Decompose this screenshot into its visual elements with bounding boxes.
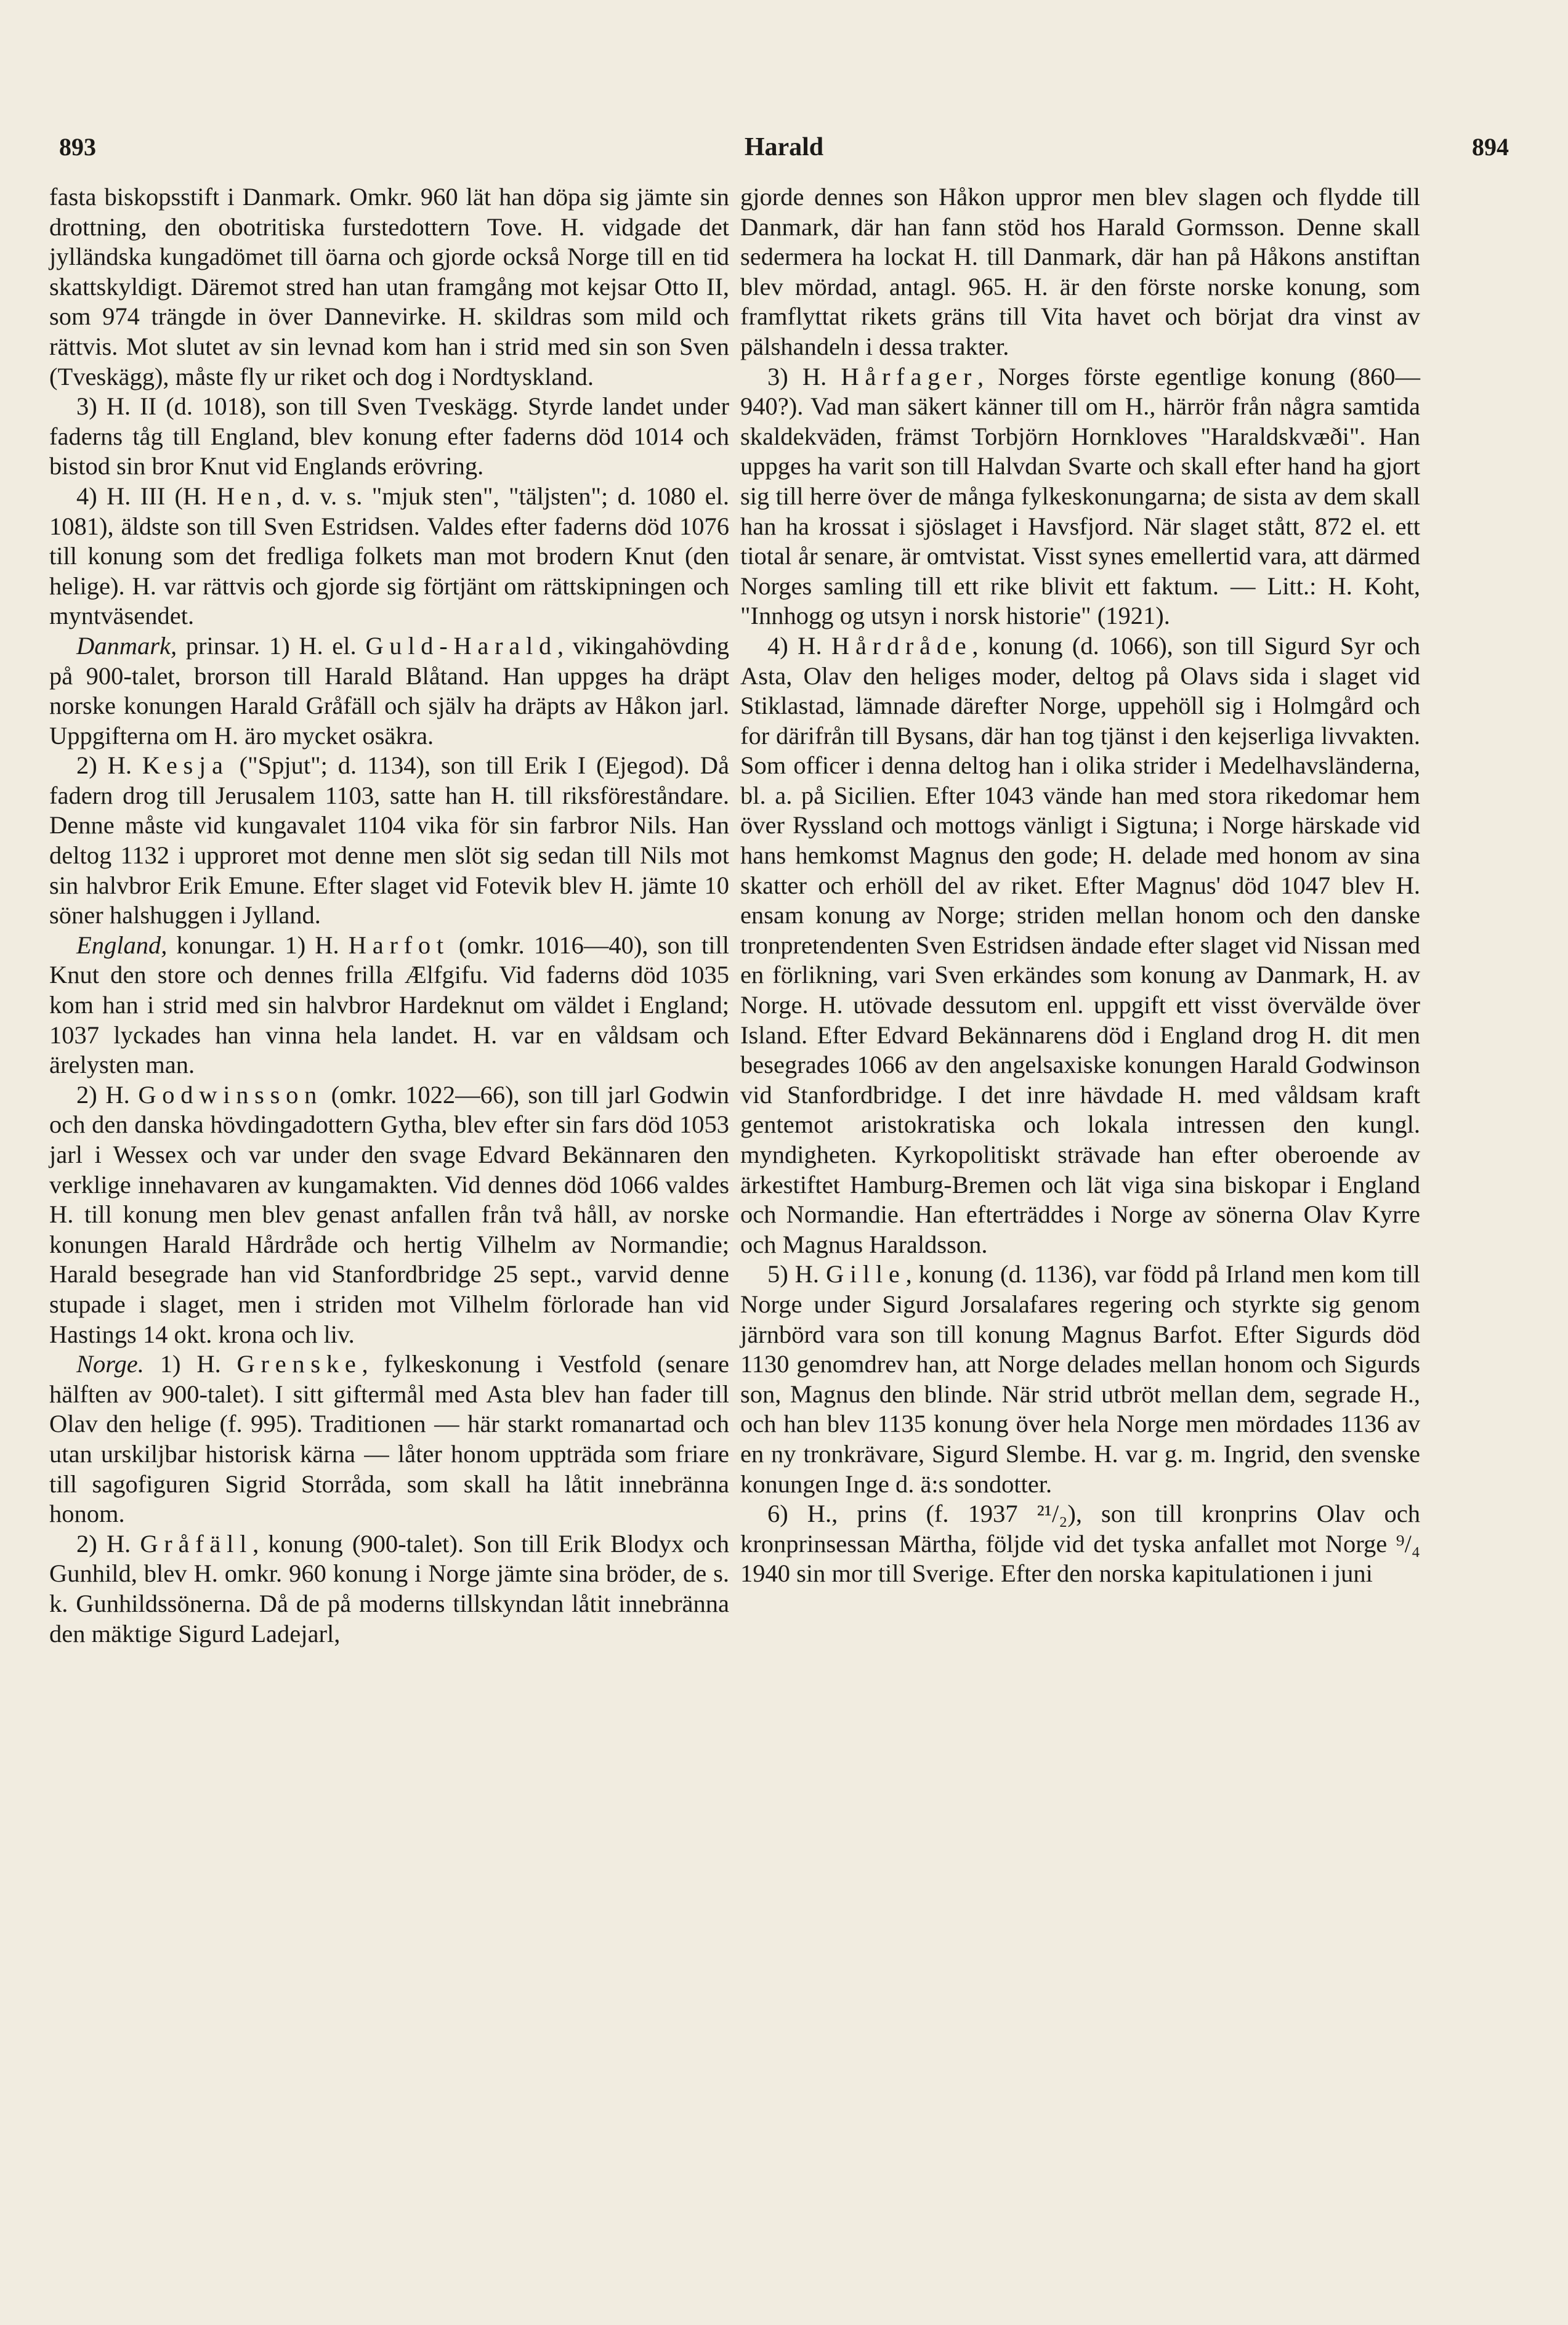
entry-paragraph [49, 1080, 729, 1349]
entry-number: 2) H. [76, 1529, 140, 1558]
entry-paragraph [49, 482, 729, 631]
page-header [59, 132, 1509, 169]
entry-number: 2) H. [76, 1080, 139, 1109]
entry-text: , d. v. s. "mjuk sten", "täljsten"; d. 1080 el. 1081), äldste son till Sven Estridsen. Valdes efter faderns död 1076 till konung som det fredliga folkets man mot brodern Knut (den helige). H. var rättvis och gjorde sig förtjänt om rättskipningen och myntväsendet. [49, 482, 729, 630]
entry-text: , vikingahövding på 900-talet, brorson till Harald Blåtand. Han uppges ha dräpt norske konungen Harald Gråfäll och själv ha dräpts av Håkon jarl. Uppgifterna om H. äro mycket osäkra. [49, 631, 729, 750]
entry-name: Harfot [348, 931, 450, 959]
section-heading: Danmark, [76, 631, 177, 660]
entry-name: Gille [825, 1260, 906, 1288]
entry-number: konungar. 1) H. [167, 931, 349, 959]
section-heading: Norge. [76, 1350, 144, 1378]
entry-name: Kesja [142, 751, 229, 780]
entry-number: 4) H. [767, 631, 831, 660]
paragraph: gjorde dennes son Håkon uppror men blev slagen och flydde till Danmark, där han fann stöd hos Harald Gormsson. Denne skall sedermera ha lockat H. till Danmark, där han på Håkons anstiftan blev mördad, antagl. 965. H. är den förste norske konung, som framflyttat rikets gräns till Vita havet och börjat dra vinst av pälshandeln i dessa trakter. [740, 183, 1420, 360]
entry-number: 2) H. [76, 751, 142, 780]
entry-name: Godwinsson [138, 1080, 323, 1109]
running-title: Harald [744, 133, 824, 161]
page-number-right: 894 [1472, 133, 1509, 161]
entry-name: Hårfager [841, 362, 978, 390]
right-column [740, 182, 1420, 1589]
entry-paragraph [49, 751, 729, 931]
entry-paragraph [740, 1260, 1420, 1499]
entry-paragraph [49, 1529, 729, 1649]
paragraph: 6) H., prins (f. 1937 ²¹/₂), son till kronprins Olav och kronprinsessan Märtha, följde vid det tyska anfallet mot Norge ⁹/₄ 1940 sin mor till Sverige. Efter den norska kapitulationen i juni [740, 1500, 1420, 1588]
entry-text: , konung (d. 1066), son till Sigurd Syr och Asta, Olav den heliges moder, deltog på Olavs sida i slaget vid Stiklastad, lämnade därefter Norge, uppehöll sig i Holmgård och for därifrån till Bysans, där han tog tjänst i den kejserliga livvakten. Som officer i denna deltog han i olika strider i Medelhavsländerna, bl. a. på Sicilien. Efter 1043 vände han med stora rikedomar hem över Ryssland och mottogs vänligt i Sigtuna; i Norge härskade vid hans hemkomst Magnus den gode; H. delade med honom av sina skatter och erhöll del av riket. Efter Magnus' död 1047 blev H. ensam konung av Norge; striden mellan honom och den danske tronpretendenten Sven Estridsen ändade efter slaget vid Nissan med en förlikning, vari Sven erkändes som konung av Danmark, H. av Norge. H. utövade dessutom enl. uppgift ett visst övervälde över Island. Efter Edvard Bekännarens död i England drog H. dit men besegrades 1066 av den angelsaxiske konungen Harald Godwinson vid Stanfordbridge. I det inre hävdade H. med våldsam kraft gentemot aristokratiska och lokala intressen den kungl. myndigheten. Kyrkopolitiskt strävade han efter oberoende av ärkestiftet Hamburg-Bremen och lät viga sina biskopar i England och Normandie. Han efterträddes i Norge av sönerna Olav Kyrre och Magnus Haraldsson. [740, 631, 1420, 1258]
entry-text: (omkr. 1022—66), son till jarl Godwin och den danska hövdingadottern Gytha, blev efter sin fars död 1053 jarl i Wessex och var under den svage Edvard Bekännaren den verklige innehavaren av kungamakten. Vid dennes död 1066 valdes H. till konung men blev genast anfallen från två håll, av norske konungen Harald Hårdråde och hertig Vilhelm av Normandie; Harald besegrade han vid Stanfordbridge 25 sept., varvid denne stupade i slaget, men i striden mot Vilhelm förlorade han vid Hastings 14 okt. krona och liv. [49, 1080, 729, 1348]
entry-number: 4) H. III (H. [76, 482, 217, 510]
entry-text: ("Spjut"; d. 1134), son till Erik I (Ejegod). Då fadern drog till Jerusalem 1103, satte han H. till riksföreståndare. Denne måste vid kungavalet 1104 vika för sin farbror Nils. Han deltog 1132 i upproret mot denne men slöt sig sedan till Nils mot sin halvbror Erik Emune. Efter slaget vid Fotevik blev H. jämte 10 söner halshuggen i Jylland. [49, 751, 729, 929]
section-heading: England, [76, 931, 168, 959]
paragraph: fasta biskopsstift i Danmark. Omkr. 960 lät han döpa sig jämte sin drottning, den obotritiska furstedottern Tove. H. vidgade det jylländska kungadömet till öarna och gjorde också Norge till en tid skattskyldigt. Däremot stred han utan framgång mot kejsar Otto II, som 974 trängde in över Dannevirke. H. skildras som mild och rättvis. Mot slutet av sin levnad kom han i strid med sin son Sven (Tveskägg), måste fly ur riket och dog i Nordtyskland. [49, 183, 729, 390]
entry-text: , konung (d. 1136), var född på Irland men kom till Norge under Sigurd Jorsalafares regering och styrkte sig genom järnbörd vara son till konung Magnus Barfot. Efter Sigurds död 1130 genomdrev han, att Norge delades mellan honom och Sigurds son, Magnus den blinde. När strid utbröt mellan dem, segrade H., och han blev 1135 konung över hela Norge men mördades 1136 av en ny tronkrävare, Sigurd Slembe. H. var g. m. Ingrid, den svenske konungen Inge d. ä:s sondotter. [740, 1260, 1420, 1498]
entry-paragraph [740, 362, 1420, 631]
entry-number: 3) H. [767, 362, 841, 390]
entry-paragraph [49, 1349, 729, 1529]
entry-text: (omkr. 1016—40), son till Knut den store och dennes frilla Ælfgifu. Vid faderns död 1035 kom han i strid med sin halvbror Hardeknut om väldet i England; 1037 lyckades han vinna hela landet. H. var en våldsam och ärelysten man. [49, 931, 729, 1079]
entry-name: Gråfäll [140, 1529, 253, 1558]
entry-number: 5) H. [767, 1260, 826, 1288]
entry-paragraph [740, 631, 1420, 1260]
entry-name: Grenske [236, 1350, 362, 1378]
page-number-left: 893 [59, 133, 96, 161]
entry-text: , fylkeskonung i Vestfold (senare hälften av 900-talet). I sitt giftermål med Asta blev han fader till Olav den helige (f. 995). Traditionen — här starkt romanartad och utan urskiljbar historisk kärna — låter honom uppträda som friare till sagofiguren Sigrid Storråda, som skall ha låtit innebränna honom. [49, 1350, 729, 1528]
entry-number: 1) H. [143, 1350, 237, 1378]
entry-name: Hårdråde [831, 631, 972, 660]
entry-name: Hen [216, 482, 277, 510]
entry-text: , Norges förste egentlige konung (860—940?). Vad man säkert känner till om H., härrör från några samtida skaldekväden, främst Torbjörn Hornkloves "Haraldskvæði". Han uppges ha varit son till Halvdan Svarte och skall efter hand ha gjort sig till herre över de många fylkeskonungarna; de sista av dem skall han ha krossat i sjöslaget i Havsfjord. När slaget stått, 872 el. ett tiotal år senare, är omtvistat. Visst synes emellertid vara, att därmed Norges samling till ett rike blivit ett faktum. — Litt.: H. Koht, "Innhogg og utsyn i norsk historie" (1921). [740, 362, 1420, 630]
entry-name: Guld-Harald [365, 631, 557, 660]
entry-paragraph [49, 631, 729, 751]
paragraph: 3) H. II (d. 1018), son till Sven Tveskägg. Styrde landet under faderns tåg till England, blev konung efter faderns död 1014 och bistod sin bror Knut vid Englands erövring. [49, 392, 729, 480]
entry-number: prinsar. 1) H. el. [177, 631, 366, 660]
entry-text: , konung (900-talet). Son till Erik Blodyx och Gunhild, blev H. omkr. 960 konung i Norge jämte sina bröder, de s. k. Gunhildssönerna. Då de på moderns tillskyndan låtit innebränna den mäktige Sigurd Ladejarl, [49, 1529, 729, 1648]
entry-paragraph [49, 931, 729, 1080]
left-column [49, 182, 729, 1649]
